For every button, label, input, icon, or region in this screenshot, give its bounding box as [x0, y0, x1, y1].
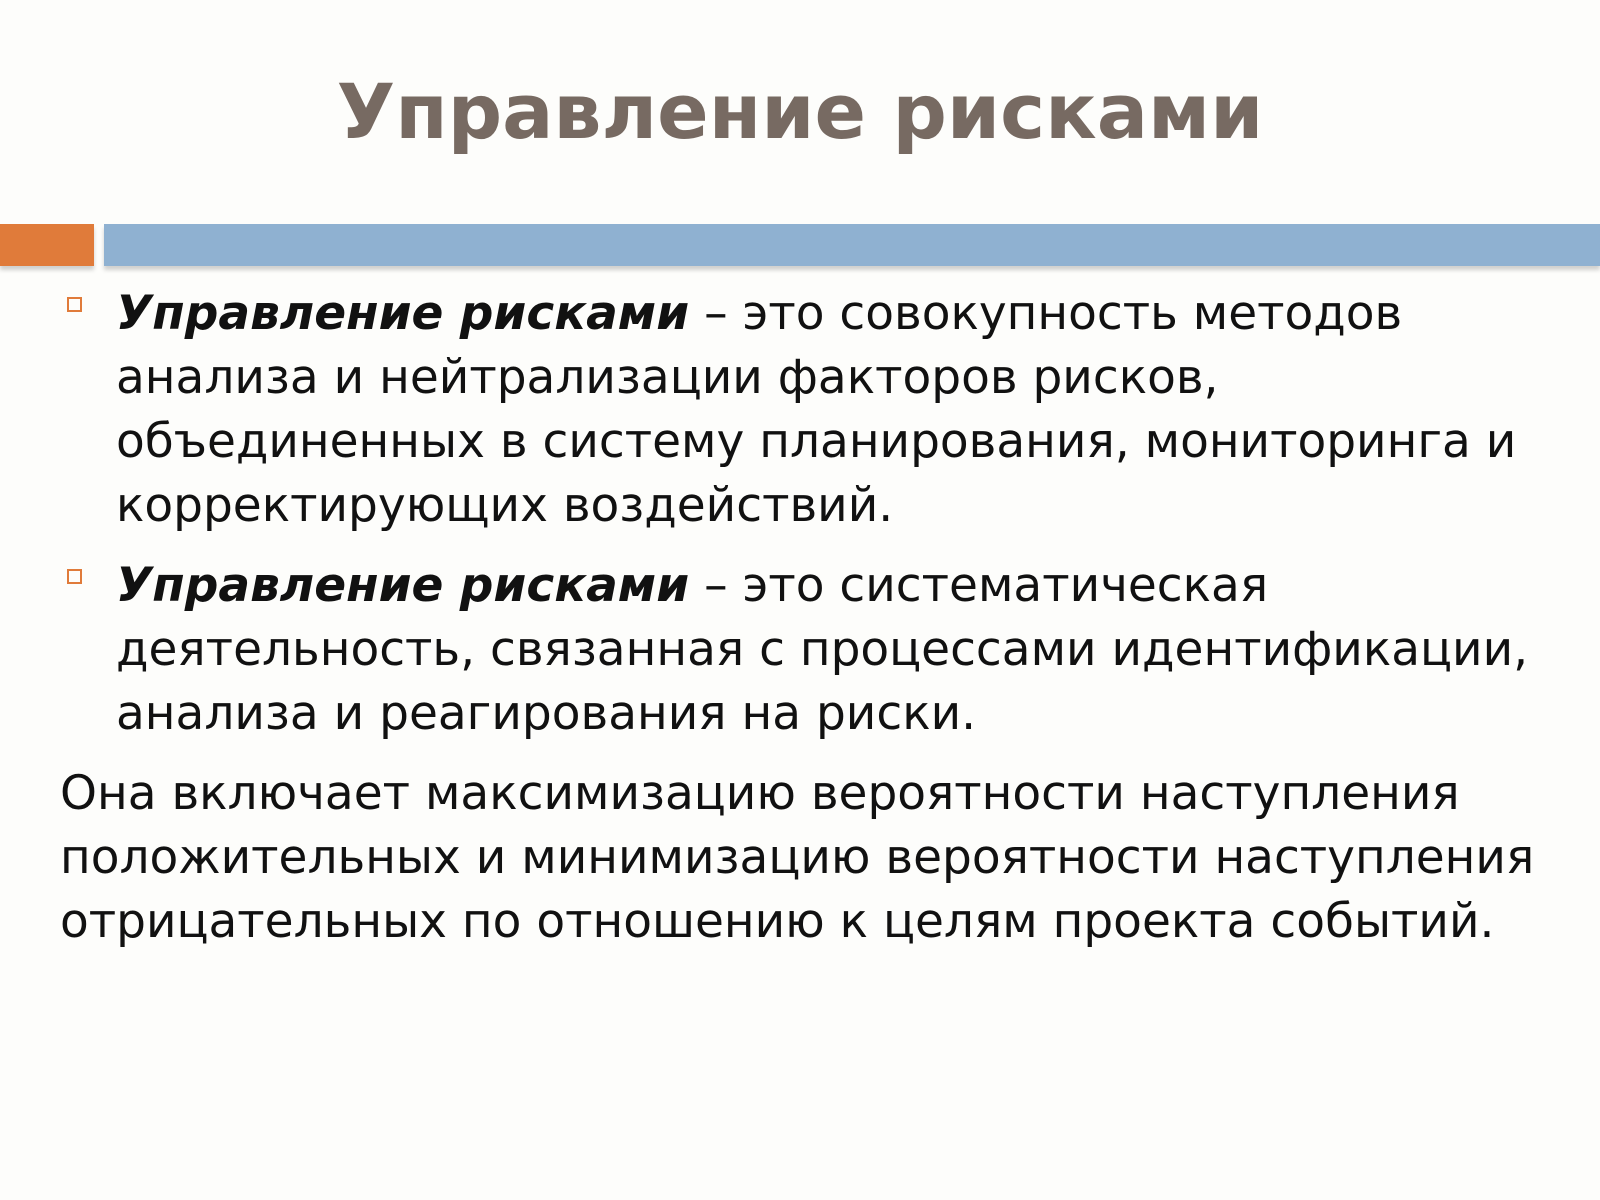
accent-bar: [0, 224, 94, 266]
slide-content: [60, 282, 1560, 954]
slide-title: Управление рисками: [336, 67, 1264, 156]
hollow-square-icon: [67, 569, 82, 584]
title-divider-band: [104, 224, 1600, 266]
bullet-item: [60, 282, 1560, 538]
bullet-text: – это совокупность методов анализа и нейтрализации факторов рисков, объединенных в систему планирования, мониторинга и корректирующих воздействий.: [116, 286, 1517, 533]
bullet-item: [60, 554, 1560, 746]
body-paragraph: Она включает максимизацию вероятности наступления положительных и минимизацию вероятности наступления отрицательных по отношению к целям проекта событий.: [60, 766, 1535, 949]
bullet-term: Управление рисками: [116, 558, 690, 613]
bullet-term: Управление рисками: [116, 286, 690, 341]
bullet-text: – это систематическая деятельность, связанная с процессами идентификации, анализа и реагирования на риски.: [116, 558, 1529, 741]
hollow-square-icon: [67, 297, 82, 312]
